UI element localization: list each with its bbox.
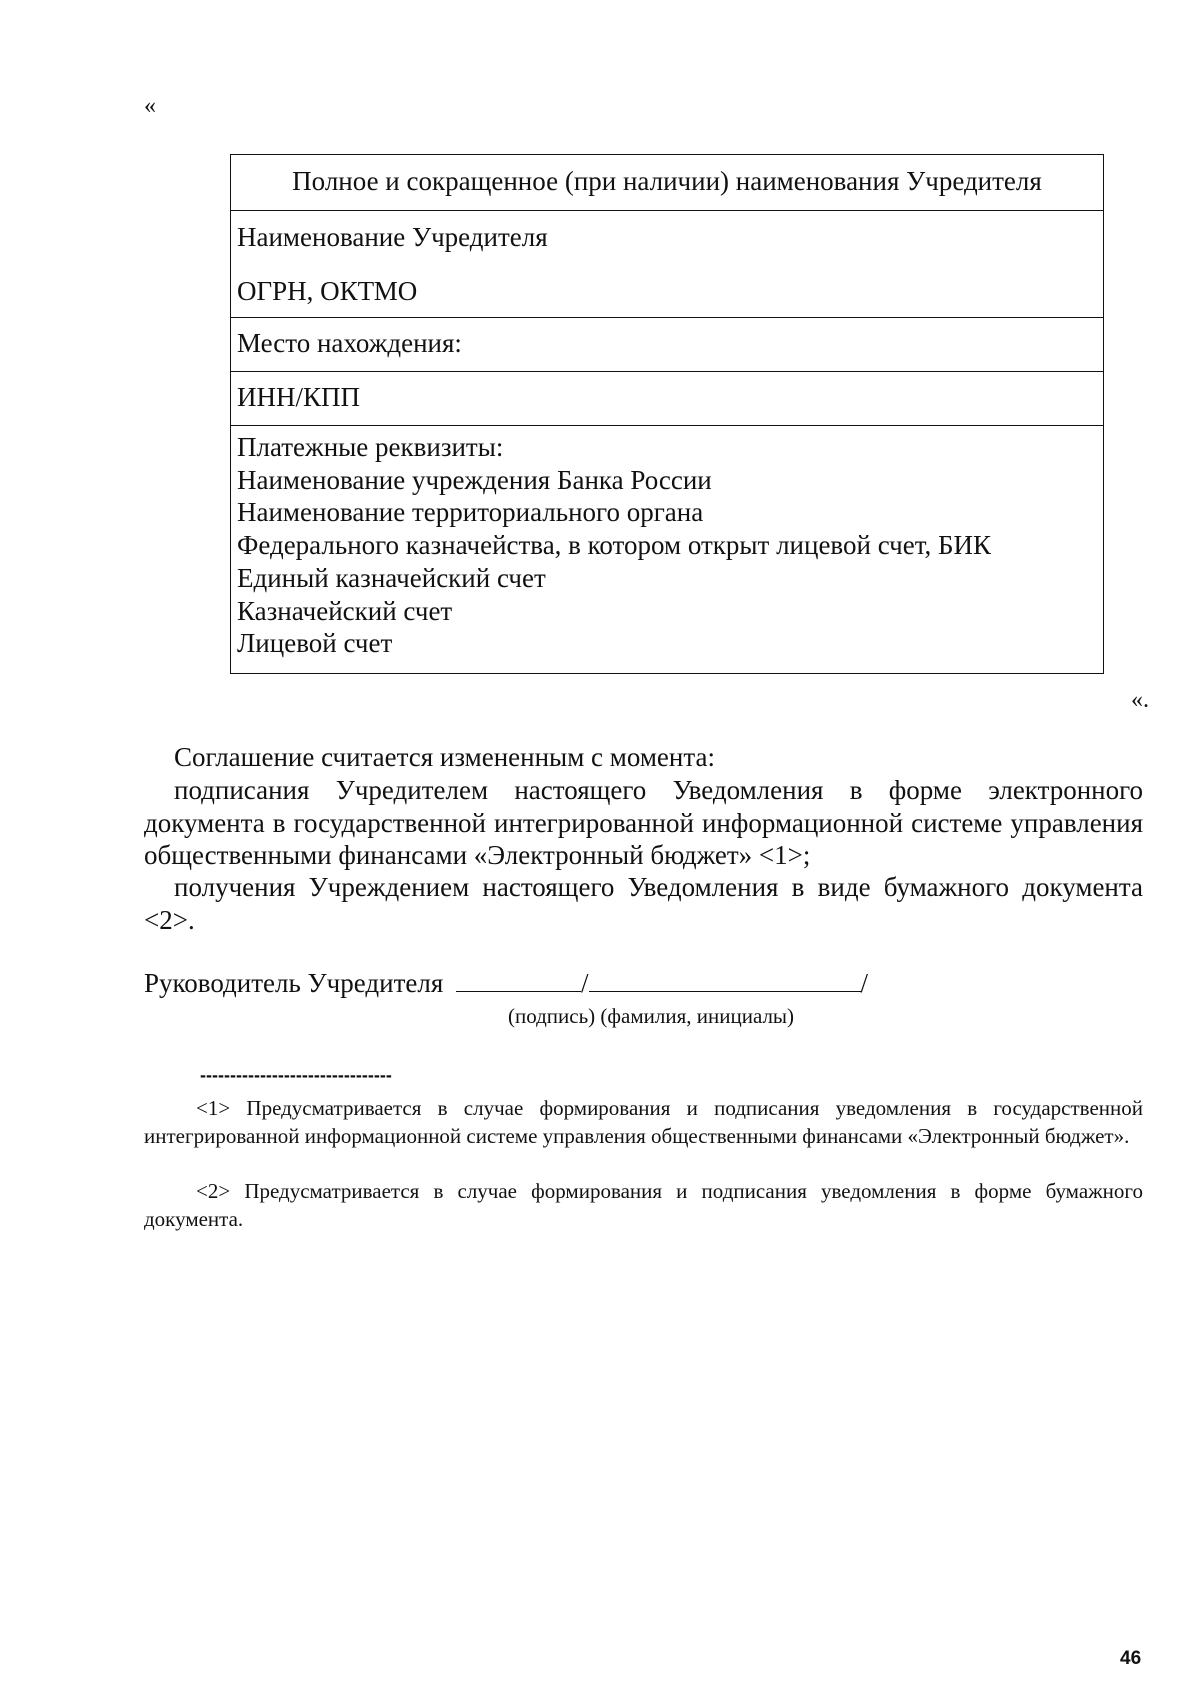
- closing-quote: «.: [1131, 687, 1149, 713]
- paragraph-electronic: подписания Учредителем настоящего Уведомления в форме электронного документа в государственной интегрированной информационной системе управления общественными финансами «Электронный бюджет» <1>;: [144, 775, 1143, 870]
- payment-line: Казначейский счет: [237, 595, 453, 626]
- footnote-separator: --------------------------------: [200, 1065, 392, 1085]
- payment-line: Наименование учреждения Банка России: [237, 464, 712, 495]
- opening-quote: «: [144, 93, 156, 119]
- founder-details-table: [230, 154, 1104, 674]
- founder-name-label: Наименование Учредителя: [237, 222, 548, 252]
- signature-blank: [456, 969, 581, 992]
- ogrn-oktmo-label: ОГРН, ОКТМО: [237, 276, 418, 306]
- footnote-1: <1> Предусматривается в случае формирования и подписания уведомления в государственной интегрированной информационной системе управления общественными финансами «Электронный бюджет».: [144, 1096, 1143, 1148]
- inn-kpp-label: ИНН/КПП: [231, 371, 1103, 425]
- signature-caption: (подпись) (фамилия, инициалы): [508, 1004, 795, 1028]
- paragraph-paper: получения Учреждением настоящего Уведомления в виде бумажного документа <2>.: [144, 872, 1143, 935]
- payment-details-cell: [231, 425, 1103, 673]
- payment-line: Федерального казначейства, в котором открыт лицевой счет, БИК: [237, 530, 991, 561]
- payment-line: Единый казначейский счет: [237, 562, 546, 593]
- location-label: Место нахождения:: [231, 317, 1103, 371]
- page-number: 46: [1120, 1648, 1142, 1669]
- name-blank: [589, 969, 861, 992]
- footnote-2: <2> Предусматривается в случае формирования и подписания уведомления в форме бумажного документа.: [144, 1179, 1143, 1231]
- signature-line: [144, 967, 868, 1000]
- signature-slash-end: /: [860, 968, 869, 998]
- payment-line: Лицевой счет: [237, 628, 393, 659]
- paragraph-intro: Соглашение считается измененным с момента:: [174, 742, 715, 772]
- table-row-name: [231, 210, 1103, 317]
- signature-slash: /: [581, 968, 589, 998]
- payment-line: Платежные реквизиты:: [237, 432, 504, 462]
- signature-label: Руководитель Учредителя: [144, 968, 444, 998]
- payment-line: Наименование территориального органа: [237, 497, 704, 528]
- table-header: Полное и сокращенное (при наличии) наименования Учредителя: [292, 166, 1042, 196]
